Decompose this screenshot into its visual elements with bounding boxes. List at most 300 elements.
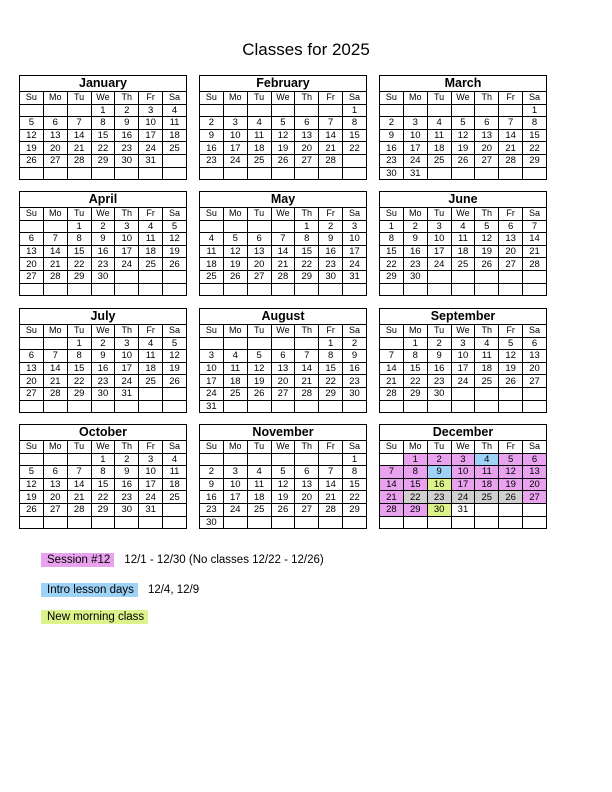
weekday-header: Sa: [343, 441, 367, 454]
day-cell: 21: [319, 491, 343, 504]
month-name: November: [200, 425, 367, 441]
day-cell: 11: [475, 466, 499, 479]
day-cell: 4: [427, 117, 451, 130]
empty-cell: [380, 400, 404, 413]
empty-cell: [295, 453, 319, 466]
empty-cell: [295, 167, 319, 180]
empty-cell: [43, 220, 67, 233]
day-cell: 14: [43, 362, 67, 375]
day-cell: 20: [43, 142, 67, 155]
day-cell: 18: [427, 142, 451, 155]
empty-cell: [427, 104, 451, 117]
day-cell: 24: [115, 258, 139, 271]
day-cell: 17: [427, 245, 451, 258]
month-calendar: [19, 308, 187, 413]
day-cell: 20: [247, 258, 271, 271]
weekday-header: We: [271, 92, 295, 105]
empty-cell: [451, 387, 475, 400]
day-cell: 8: [343, 117, 367, 130]
day-cell: 15: [295, 245, 319, 258]
empty-cell: [295, 104, 319, 117]
empty-cell: [20, 516, 44, 529]
empty-cell: [247, 516, 271, 529]
day-cell: 3: [200, 350, 224, 363]
day-cell: 15: [67, 245, 91, 258]
day-cell: 13: [475, 129, 499, 142]
day-cell: 8: [91, 466, 115, 479]
day-cell: 12: [163, 233, 187, 246]
month-calendar: [199, 191, 367, 296]
day-cell: 5: [223, 233, 247, 246]
day-cell: 21: [67, 491, 91, 504]
day-cell: 2: [91, 337, 115, 350]
day-cell: 19: [271, 142, 295, 155]
weekday-header: We: [91, 208, 115, 221]
day-cell: 24: [451, 491, 475, 504]
empty-cell: [20, 283, 44, 296]
day-cell: 27: [499, 258, 523, 271]
empty-cell: [67, 104, 91, 117]
day-cell: 6: [43, 117, 67, 130]
day-cell: 15: [91, 478, 115, 491]
day-cell: 5: [499, 453, 523, 466]
weekday-header: Th: [475, 92, 499, 105]
day-cell: 13: [523, 466, 547, 479]
empty-cell: [200, 104, 224, 117]
empty-cell: [295, 400, 319, 413]
day-cell: 14: [380, 362, 404, 375]
day-cell: 6: [295, 466, 319, 479]
day-cell: 25: [139, 258, 163, 271]
day-cell: 6: [247, 233, 271, 246]
legend-intro-text: 12/4, 12/9: [147, 584, 200, 596]
day-cell: 18: [475, 362, 499, 375]
day-cell: 30: [427, 387, 451, 400]
day-cell: 27: [43, 503, 67, 516]
weekday-header: Mo: [403, 92, 427, 105]
empty-cell: [163, 167, 187, 180]
day-cell: 14: [319, 478, 343, 491]
day-cell: 2: [200, 466, 224, 479]
day-cell: 25: [427, 154, 451, 167]
weekday-header: We: [91, 92, 115, 105]
weekday-header: Tu: [247, 92, 271, 105]
day-cell: 1: [91, 104, 115, 117]
weekday-header: Su: [20, 441, 44, 454]
day-cell: 23: [427, 375, 451, 388]
month-calendar: [199, 308, 367, 413]
empty-cell: [271, 220, 295, 233]
day-cell: 8: [380, 233, 404, 246]
day-cell: 17: [115, 245, 139, 258]
day-cell: 1: [295, 220, 319, 233]
day-cell: 13: [523, 350, 547, 363]
day-cell: 6: [20, 233, 44, 246]
day-cell: 6: [523, 337, 547, 350]
day-cell: 10: [139, 117, 163, 130]
day-cell: 28: [295, 387, 319, 400]
day-cell: 30: [200, 516, 224, 529]
empty-cell: [91, 283, 115, 296]
empty-cell: [200, 220, 224, 233]
day-cell: 3: [115, 220, 139, 233]
day-cell: 25: [451, 258, 475, 271]
empty-cell: [475, 270, 499, 283]
month-name: October: [20, 425, 187, 441]
weekday-header: Th: [115, 325, 139, 338]
day-cell: 31: [139, 503, 163, 516]
day-cell: 19: [499, 362, 523, 375]
day-cell: 7: [43, 233, 67, 246]
day-cell: 2: [403, 220, 427, 233]
day-cell: 30: [91, 387, 115, 400]
day-cell: 17: [451, 478, 475, 491]
day-cell: 6: [475, 117, 499, 130]
empty-cell: [475, 167, 499, 180]
weekday-header: Su: [380, 208, 404, 221]
day-cell: 21: [295, 375, 319, 388]
weekday-header: Tu: [247, 208, 271, 221]
weekday-header: Mo: [223, 92, 247, 105]
month-name: February: [200, 76, 367, 92]
day-cell: 8: [295, 233, 319, 246]
empty-cell: [271, 453, 295, 466]
weekday-header: Mo: [223, 325, 247, 338]
day-cell: 18: [247, 491, 271, 504]
day-cell: 19: [163, 362, 187, 375]
empty-cell: [271, 283, 295, 296]
weekday-header: Su: [20, 208, 44, 221]
day-cell: 23: [319, 258, 343, 271]
day-cell: 2: [91, 220, 115, 233]
day-cell: 15: [91, 129, 115, 142]
weekday-header: Th: [475, 208, 499, 221]
day-cell: 27: [295, 503, 319, 516]
day-cell: 18: [475, 478, 499, 491]
day-cell: 21: [523, 245, 547, 258]
day-cell: 29: [380, 270, 404, 283]
day-cell: 12: [20, 129, 44, 142]
empty-cell: [91, 400, 115, 413]
day-cell: 18: [139, 362, 163, 375]
month-name: May: [200, 192, 367, 208]
weekday-header: Tu: [427, 441, 451, 454]
day-cell: 3: [223, 117, 247, 130]
empty-cell: [115, 270, 139, 283]
month-calendar: [199, 75, 367, 180]
day-cell: 7: [380, 466, 404, 479]
empty-cell: [115, 167, 139, 180]
empty-cell: [523, 283, 547, 296]
day-cell: 7: [67, 466, 91, 479]
day-cell: 29: [91, 503, 115, 516]
day-cell: 9: [427, 350, 451, 363]
empty-cell: [499, 283, 523, 296]
day-cell: 23: [403, 258, 427, 271]
empty-cell: [43, 283, 67, 296]
empty-cell: [499, 387, 523, 400]
day-cell: 26: [451, 154, 475, 167]
day-cell: 10: [451, 466, 475, 479]
day-cell: 18: [200, 258, 224, 271]
empty-cell: [139, 516, 163, 529]
day-cell: 14: [67, 129, 91, 142]
empty-cell: [403, 400, 427, 413]
day-cell: 13: [20, 362, 44, 375]
day-cell: 26: [247, 387, 271, 400]
day-cell: 2: [427, 453, 451, 466]
day-cell: 29: [319, 387, 343, 400]
day-cell: 4: [163, 453, 187, 466]
day-cell: 27: [20, 270, 44, 283]
empty-cell: [475, 104, 499, 117]
empty-cell: [343, 154, 367, 167]
day-cell: 27: [523, 491, 547, 504]
day-cell: 20: [20, 258, 44, 271]
empty-cell: [403, 516, 427, 529]
day-cell: 25: [223, 387, 247, 400]
day-cell: 27: [20, 387, 44, 400]
legend-intro: [41, 583, 199, 597]
day-cell: 29: [295, 270, 319, 283]
empty-cell: [523, 167, 547, 180]
day-cell: 31: [403, 167, 427, 180]
day-cell: 15: [343, 478, 367, 491]
month-name: August: [200, 309, 367, 325]
day-cell: 9: [200, 478, 224, 491]
day-cell: 18: [247, 142, 271, 155]
empty-cell: [43, 104, 67, 117]
day-cell: 6: [43, 466, 67, 479]
day-cell: 5: [499, 337, 523, 350]
day-cell: 5: [451, 117, 475, 130]
weekday-header: Mo: [43, 325, 67, 338]
weekday-header: Mo: [403, 325, 427, 338]
day-cell: 19: [499, 478, 523, 491]
day-cell: 18: [223, 375, 247, 388]
day-cell: 8: [319, 350, 343, 363]
day-cell: 13: [43, 129, 67, 142]
empty-cell: [295, 516, 319, 529]
weekday-header: Th: [295, 208, 319, 221]
day-cell: 28: [380, 387, 404, 400]
day-cell: 14: [295, 362, 319, 375]
day-cell: 16: [343, 362, 367, 375]
day-cell: 19: [20, 142, 44, 155]
day-cell: 5: [20, 466, 44, 479]
weekday-header: Th: [475, 325, 499, 338]
day-cell: 19: [451, 142, 475, 155]
day-cell: 28: [67, 154, 91, 167]
weekday-header: Tu: [67, 208, 91, 221]
day-cell: 27: [271, 387, 295, 400]
day-cell: 25: [139, 375, 163, 388]
day-cell: 9: [115, 117, 139, 130]
day-cell: 23: [200, 154, 224, 167]
day-cell: 5: [163, 220, 187, 233]
weekday-header: Mo: [223, 208, 247, 221]
day-cell: 20: [475, 142, 499, 155]
empty-cell: [163, 400, 187, 413]
day-cell: 3: [403, 117, 427, 130]
day-cell: 27: [475, 154, 499, 167]
legend-morning-label: New morning class: [41, 610, 148, 624]
day-cell: 3: [451, 453, 475, 466]
day-cell: 4: [475, 337, 499, 350]
weekday-header: Mo: [403, 441, 427, 454]
empty-cell: [223, 400, 247, 413]
empty-cell: [499, 400, 523, 413]
day-cell: 28: [271, 270, 295, 283]
empty-cell: [380, 283, 404, 296]
day-cell: 4: [223, 350, 247, 363]
empty-cell: [499, 104, 523, 117]
empty-cell: [20, 337, 44, 350]
empty-cell: [43, 400, 67, 413]
day-cell: 22: [403, 491, 427, 504]
day-cell: 7: [380, 350, 404, 363]
day-cell: 20: [499, 245, 523, 258]
day-cell: 3: [139, 104, 163, 117]
day-cell: 21: [380, 375, 404, 388]
day-cell: 26: [475, 258, 499, 271]
day-cell: 3: [427, 220, 451, 233]
day-cell: 20: [271, 375, 295, 388]
month-calendar: [19, 424, 187, 529]
day-cell: 20: [295, 142, 319, 155]
empty-cell: [139, 167, 163, 180]
day-cell: 9: [91, 350, 115, 363]
day-cell: 15: [67, 362, 91, 375]
day-cell: 12: [451, 129, 475, 142]
day-cell: 29: [67, 270, 91, 283]
day-cell: 23: [91, 258, 115, 271]
weekday-header: Su: [200, 441, 224, 454]
month-calendar: [379, 424, 547, 529]
empty-cell: [223, 453, 247, 466]
day-cell: 2: [427, 337, 451, 350]
empty-cell: [523, 270, 547, 283]
day-cell: 1: [403, 337, 427, 350]
day-cell: 26: [223, 270, 247, 283]
weekday-header: Su: [380, 441, 404, 454]
weekday-header: Th: [295, 441, 319, 454]
empty-cell: [163, 154, 187, 167]
day-cell: 11: [163, 117, 187, 130]
day-cell: 23: [380, 154, 404, 167]
empty-cell: [499, 270, 523, 283]
empty-cell: [20, 453, 44, 466]
day-cell: 6: [20, 350, 44, 363]
empty-cell: [271, 516, 295, 529]
day-cell: 13: [295, 478, 319, 491]
day-cell: 29: [403, 387, 427, 400]
day-cell: 10: [427, 233, 451, 246]
empty-cell: [67, 167, 91, 180]
day-cell: 15: [403, 478, 427, 491]
day-cell: 17: [139, 478, 163, 491]
day-cell: 19: [271, 491, 295, 504]
day-cell: 14: [523, 233, 547, 246]
weekday-header: Fr: [139, 441, 163, 454]
day-cell: 4: [139, 337, 163, 350]
day-cell: 22: [403, 375, 427, 388]
day-cell: 29: [403, 503, 427, 516]
empty-cell: [451, 167, 475, 180]
empty-cell: [319, 453, 343, 466]
day-cell: 25: [475, 491, 499, 504]
day-cell: 24: [403, 154, 427, 167]
day-cell: 17: [139, 129, 163, 142]
day-cell: 15: [523, 129, 547, 142]
day-cell: 1: [343, 453, 367, 466]
empty-cell: [427, 400, 451, 413]
weekday-header: Su: [20, 325, 44, 338]
day-cell: 24: [200, 387, 224, 400]
day-cell: 24: [223, 503, 247, 516]
day-cell: 8: [523, 117, 547, 130]
weekday-header: Th: [115, 441, 139, 454]
empty-cell: [451, 400, 475, 413]
day-cell: 26: [271, 503, 295, 516]
day-cell: 3: [451, 337, 475, 350]
weekday-header: We: [91, 441, 115, 454]
empty-cell: [247, 453, 271, 466]
day-cell: 16: [403, 245, 427, 258]
day-cell: 5: [20, 117, 44, 130]
day-cell: 6: [295, 117, 319, 130]
day-cell: 4: [247, 117, 271, 130]
empty-cell: [475, 400, 499, 413]
weekday-header: Fr: [139, 325, 163, 338]
empty-cell: [139, 400, 163, 413]
month-calendar: [379, 308, 547, 413]
day-cell: 16: [200, 491, 224, 504]
day-cell: 19: [223, 258, 247, 271]
day-cell: 30: [343, 387, 367, 400]
day-cell: 1: [343, 104, 367, 117]
day-cell: 14: [43, 245, 67, 258]
weekday-header: We: [91, 325, 115, 338]
empty-cell: [319, 516, 343, 529]
day-cell: 16: [427, 478, 451, 491]
day-cell: 28: [499, 154, 523, 167]
weekday-header: Fr: [319, 208, 343, 221]
day-cell: 28: [319, 503, 343, 516]
day-cell: 25: [163, 142, 187, 155]
empty-cell: [115, 516, 139, 529]
empty-cell: [427, 283, 451, 296]
empty-cell: [247, 400, 271, 413]
empty-cell: [247, 283, 271, 296]
empty-cell: [475, 283, 499, 296]
day-cell: 11: [451, 233, 475, 246]
day-cell: 21: [380, 491, 404, 504]
empty-cell: [223, 337, 247, 350]
day-cell: 26: [499, 375, 523, 388]
empty-cell: [523, 400, 547, 413]
day-cell: 6: [523, 453, 547, 466]
day-cell: 31: [200, 400, 224, 413]
day-cell: 29: [67, 387, 91, 400]
day-cell: 9: [403, 233, 427, 246]
empty-cell: [247, 337, 271, 350]
day-cell: 11: [475, 350, 499, 363]
day-cell: 14: [319, 129, 343, 142]
day-cell: 21: [43, 258, 67, 271]
empty-cell: [247, 167, 271, 180]
day-cell: 8: [403, 350, 427, 363]
